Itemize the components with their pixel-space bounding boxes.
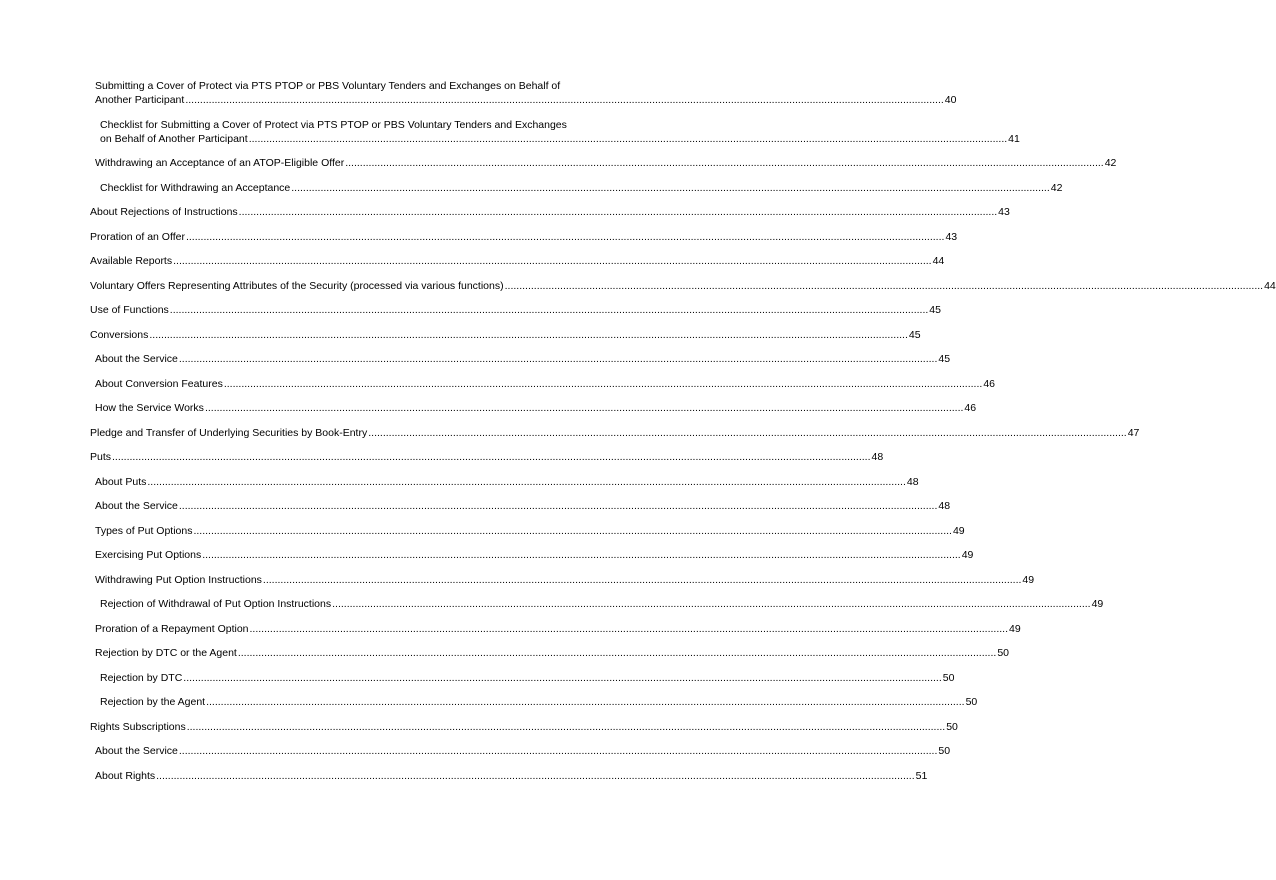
toc-entry-title: Available Reports (90, 255, 173, 267)
toc-entry-line (90, 254, 945, 268)
dot-leader: .................................................................................................................................................................................................................................................................... (178, 353, 938, 365)
dot-leader: .................................................................................................................................................................................................................................................................... (248, 132, 1008, 145)
toc-entry-title: Rights Subscriptions (90, 720, 186, 733)
toc-entry-title: About Rejections of Instructions (90, 206, 238, 218)
toc-entry[interactable] (90, 720, 958, 734)
toc-entry-line (95, 499, 951, 513)
toc-page-number: 46 (964, 402, 977, 414)
toc-page-number: 50 (997, 647, 1009, 659)
toc-entry-line (95, 622, 1021, 636)
toc-entry[interactable] (90, 401, 977, 415)
dot-leader: .................................................................................................................................................................................................................................................................... (238, 206, 998, 218)
toc-page-number: 50 (965, 696, 978, 708)
toc-entry[interactable] (90, 695, 978, 709)
toc-entry[interactable] (90, 524, 965, 538)
dot-leader: .................................................................................................................................................................................................................................................................... (147, 475, 906, 488)
dot-leader: .................................................................................................................................................................................................................................................................... (237, 647, 997, 659)
toc-entry[interactable] (90, 181, 1063, 195)
toc-entry-line (90, 279, 1276, 293)
toc-entry-line (95, 646, 1009, 660)
toc-entry-title: Types of Put Options (95, 524, 193, 537)
toc-entry-title: About Conversion Features (95, 377, 223, 390)
toc-entry[interactable] (90, 744, 951, 758)
toc-entry[interactable] (90, 769, 928, 783)
toc-page-number: 43 (945, 230, 958, 243)
toc-page-number: 49 (1009, 622, 1021, 635)
dot-leader: .................................................................................................................................................................................................................................................................... (345, 157, 1104, 169)
toc-page-number: 49 (952, 524, 965, 537)
dot-leader: .................................................................................................................................................................................................................................................................... (183, 671, 942, 684)
toc-page-number: 44 (932, 255, 945, 267)
toc-entry-title: Use of Functions (90, 304, 169, 316)
toc-entry[interactable] (90, 230, 958, 244)
dot-leader: .................................................................................................................................................................................................................................................................... (178, 745, 938, 757)
toc-entry-title: Withdrawing an Acceptance of an ATOP-Eligible Offer (95, 157, 345, 169)
toc-page-number: 50 (946, 720, 958, 733)
toc-entry[interactable] (90, 156, 1117, 170)
dot-leader: .................................................................................................................................................................................................................................................................... (291, 181, 1050, 194)
dot-leader: .................................................................................................................................................................................................................................................................... (193, 524, 952, 537)
dot-leader: .................................................................................................................................................................................................................................................................... (156, 769, 915, 782)
dot-leader: .................................................................................................................................................................................................................................................................... (178, 500, 938, 512)
toc-entry-title: Rejection by DTC (100, 671, 183, 684)
toc-entry[interactable] (90, 475, 919, 489)
toc-entry[interactable] (90, 646, 1009, 660)
toc-entry-title: Rejection of Withdrawal of Put Option Instructions (100, 598, 332, 610)
toc-entry-line (95, 524, 965, 538)
toc-entry[interactable] (90, 573, 1035, 587)
dot-leader: .................................................................................................................................................................................................................................................................... (149, 328, 908, 341)
toc-entry[interactable] (90, 671, 955, 685)
dot-leader: .................................................................................................................................................................................................................................................................... (185, 230, 945, 243)
toc-page-number: 49 (1022, 573, 1035, 586)
toc-entry-title: How the Service Works (95, 402, 204, 414)
toc-page-number: 51 (915, 769, 928, 782)
toc-entry-line (95, 401, 977, 415)
toc-page-number: 50 (938, 745, 951, 757)
toc-entry[interactable] (90, 499, 951, 513)
toc-entry-title: About the Service (95, 745, 178, 757)
toc-entry-line (90, 720, 958, 734)
dot-leader: .................................................................................................................................................................................................................................................................... (173, 255, 932, 267)
dot-leader: .................................................................................................................................................................................................................................................................... (169, 304, 929, 316)
toc-entry-title: About Rights (95, 769, 156, 782)
toc-entry-line (90, 328, 921, 342)
toc-entry[interactable] (90, 450, 884, 464)
toc-page-number: 47 (1127, 426, 1140, 439)
toc-page-number: 45 (908, 328, 921, 341)
toc-entry-title: Puts (90, 451, 112, 463)
dot-leader: .................................................................................................................................................................................................................................................................... (112, 451, 871, 463)
toc-entry-title: Proration of a Repayment Option (95, 622, 249, 635)
toc-entry-line (90, 426, 1140, 440)
toc-page-number: 42 (1104, 157, 1117, 169)
dot-leader: .................................................................................................................................................................................................................................................................... (202, 549, 961, 561)
toc-page-number: 40 (944, 94, 957, 106)
toc-entry-title: on Behalf of Another Participant (100, 132, 248, 145)
dot-leader: .................................................................................................................................................................................................................................................................... (504, 279, 1264, 292)
toc-page-number: 48 (938, 500, 951, 512)
toc-page-number: 46 (983, 377, 995, 390)
toc-entry-title-line: Checklist for Submitting a Cover of Protect via PTS PTOP or PBS Voluntary Tenders and Exchanges (100, 118, 567, 131)
dot-leader: .................................................................................................................................................................................................................................................................... (185, 94, 944, 106)
toc-entry-line (95, 352, 951, 366)
dot-leader: .................................................................................................................................................................................................................................................................... (206, 696, 965, 708)
toc-page-number: 44 (1264, 279, 1276, 292)
toc-entry-line (95, 377, 995, 391)
toc-entry[interactable] (90, 303, 941, 317)
dot-leader: .................................................................................................................................................................................................................................................................... (204, 402, 964, 414)
toc-entry-line (100, 597, 1104, 611)
table-of-contents (90, 79, 1276, 793)
toc-entry-title: Proration of an Offer (90, 230, 185, 243)
dot-leader: .................................................................................................................................................................................................................................................................... (223, 377, 983, 390)
toc-entry-line (100, 132, 1020, 146)
toc-page-number: 50 (942, 671, 955, 684)
toc-entry[interactable] (90, 597, 1104, 611)
toc-entry-title: Checklist for Withdrawing an Acceptance (100, 181, 291, 194)
toc-entry-title: Another Participant (95, 94, 185, 106)
toc-entry[interactable] (90, 622, 1021, 636)
dot-leader: .................................................................................................................................................................................................................................................................... (332, 598, 1091, 610)
toc-entry-title: Withdrawing Put Option Instructions (95, 573, 262, 586)
toc-entry[interactable] (90, 205, 1010, 219)
toc-entry[interactable] (90, 377, 995, 391)
toc-page-number: 43 (998, 206, 1010, 218)
toc-entry-line (100, 671, 955, 685)
toc-entry-title: Rejection by the Agent (100, 696, 206, 708)
toc-entry-title: About the Service (95, 353, 178, 365)
toc-entry-title: About Puts (95, 475, 147, 488)
toc-entry-title: Conversions (90, 328, 149, 341)
toc-entry-line (95, 548, 974, 562)
toc-entry-line (90, 230, 958, 244)
toc-entry-line (90, 205, 1010, 219)
toc-entry-line (100, 181, 1063, 195)
toc-page-number: 49 (1091, 598, 1104, 610)
toc-entry-line (95, 769, 928, 783)
toc-entry[interactable] (90, 279, 1276, 293)
toc-entry-line (90, 303, 941, 317)
toc-page-number: 45 (929, 304, 941, 316)
toc-entry[interactable] (90, 118, 1020, 146)
dot-leader: .................................................................................................................................................................................................................................................................... (262, 573, 1022, 586)
toc-entry[interactable] (90, 254, 945, 268)
toc-entry[interactable] (90, 328, 921, 342)
toc-entry[interactable] (90, 548, 974, 562)
toc-entry[interactable] (90, 426, 1140, 440)
toc-entry-line (95, 475, 919, 489)
toc-entry-title: Pledge and Transfer of Underlying Securities by Book-Entry (90, 426, 368, 439)
toc-page-number: 48 (906, 475, 919, 488)
toc-entry-line (95, 156, 1117, 170)
toc-entry[interactable] (90, 79, 957, 107)
dot-leader: .................................................................................................................................................................................................................................................................... (368, 426, 1127, 439)
toc-entry-line (95, 93, 957, 107)
dot-leader: .................................................................................................................................................................................................................................................................... (186, 720, 946, 733)
toc-entry-title: Rejection by DTC or the Agent (95, 647, 237, 659)
toc-page-number: 42 (1050, 181, 1063, 194)
toc-entry[interactable] (90, 352, 951, 366)
toc-entry-line (95, 573, 1035, 587)
toc-entry-title: About the Service (95, 500, 178, 512)
toc-page-number: 49 (961, 549, 974, 561)
toc-page-number: 41 (1008, 132, 1020, 145)
toc-entry-title: Voluntary Offers Representing Attributes of the Security (processed via various functions) (90, 279, 504, 292)
toc-page-number: 45 (938, 353, 951, 365)
toc-entry-line (95, 744, 951, 758)
toc-entry-line (100, 695, 978, 709)
toc-entry-line (90, 450, 884, 464)
toc-entry-title-line: Submitting a Cover of Protect via PTS PTOP or PBS Voluntary Tenders and Exchanges on Behalf of (95, 80, 561, 92)
dot-leader: .................................................................................................................................................................................................................................................................... (249, 622, 1008, 635)
toc-entry-title: Exercising Put Options (95, 549, 202, 561)
toc-page-number: 48 (871, 451, 884, 463)
